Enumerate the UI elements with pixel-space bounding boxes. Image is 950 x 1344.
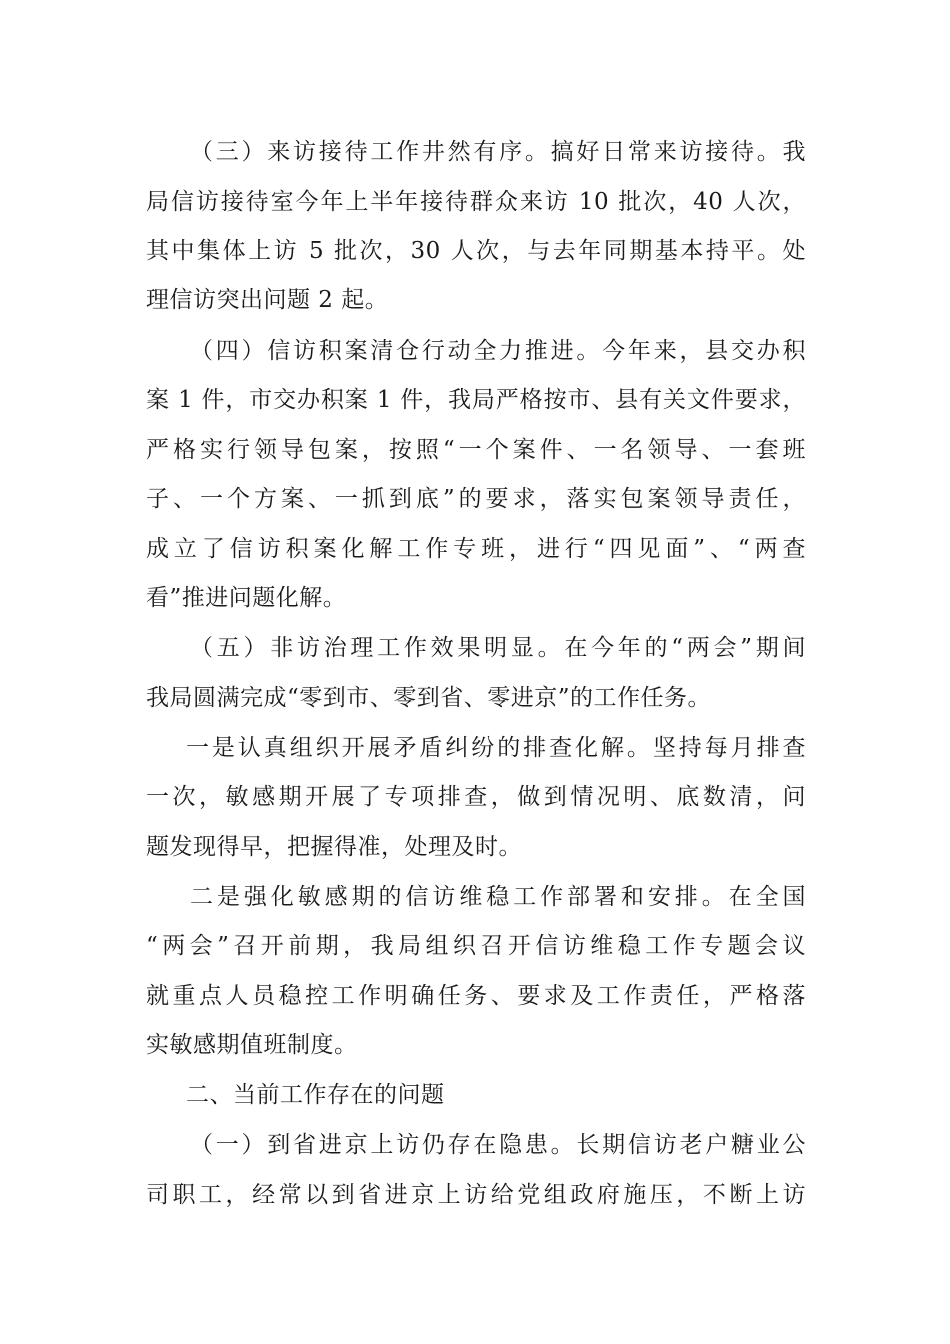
section-heading: 二、当前工作存在的问题 bbox=[186, 1082, 445, 1108]
problem-1-line-2: 司职工，经常以到省进京上访给党组政府施压，不断上访 bbox=[146, 1182, 806, 1208]
paragraph-3-line-4: 理信访突出问题 2 起。 bbox=[146, 287, 389, 313]
item-2-line-2: “两会”召开前期，我局组织召开信访维稳工作专题会议 bbox=[146, 933, 806, 959]
paragraph-3-line-2: 局信访接待室今年上半年接待群众来访 10 批次，40 人次， bbox=[146, 189, 806, 215]
paragraph-4-line-2: 案 1 件，市交办积案 1 件，我局严格按市、县有关文件要求， bbox=[146, 387, 806, 413]
paragraph-3-line-3: 其中集体上访 5 批次，30 人次，与去年同期基本持平。处 bbox=[146, 238, 806, 264]
item-1-line-3: 题发现得早，把握得准，处理及时。 bbox=[146, 834, 522, 860]
item-1-line-2: 一次，敏感期开展了专项排查，做到情况明、底数清，问 bbox=[146, 784, 806, 810]
paragraph-4-line-3: 严格实行领导包案，按照“一个案件、一名领导、一套班 bbox=[146, 437, 806, 463]
problem-1-line-1: （一）到省进京上访仍存在隐患。长期信访老户糖业公 bbox=[190, 1132, 806, 1158]
item-1-line-1: 一是认真组织开展矛盾纠纷的排查化解。坚持每月排查 bbox=[186, 735, 806, 761]
paragraph-4-line-4: 子、一个方案、一抓到底”的要求，落实包案领导责任， bbox=[146, 486, 806, 512]
item-2-line-1: 二是强化敏感期的信访维稳工作部署和安排。在全国 bbox=[190, 884, 806, 910]
paragraph-5-line-1: （五）非访治理工作效果明显。在今年的“两会”期间 bbox=[190, 635, 806, 661]
paragraph-4-line-5: 成立了信访积案化解工作专班，进行“四见面”、“两查 bbox=[146, 536, 806, 562]
paragraph-3-line-1: （三）来访接待工作井然有序。搞好日常来访接待。我 bbox=[190, 139, 806, 165]
paragraph-4-line-6: 看”推进问题化解。 bbox=[146, 585, 347, 611]
item-2-line-3: 就重点人员稳控工作明确任务、要求及工作责任，严格落 bbox=[146, 983, 806, 1009]
paragraph-5-line-2: 我局圆满完成“零到市、零到省、零进京”的工作任务。 bbox=[146, 685, 712, 711]
paragraph-4-line-1: （四）信访积案清仓行动全力推进。今年来，县交办积 bbox=[190, 338, 806, 364]
item-2-line-4: 实敏感期值班制度。 bbox=[146, 1032, 358, 1058]
